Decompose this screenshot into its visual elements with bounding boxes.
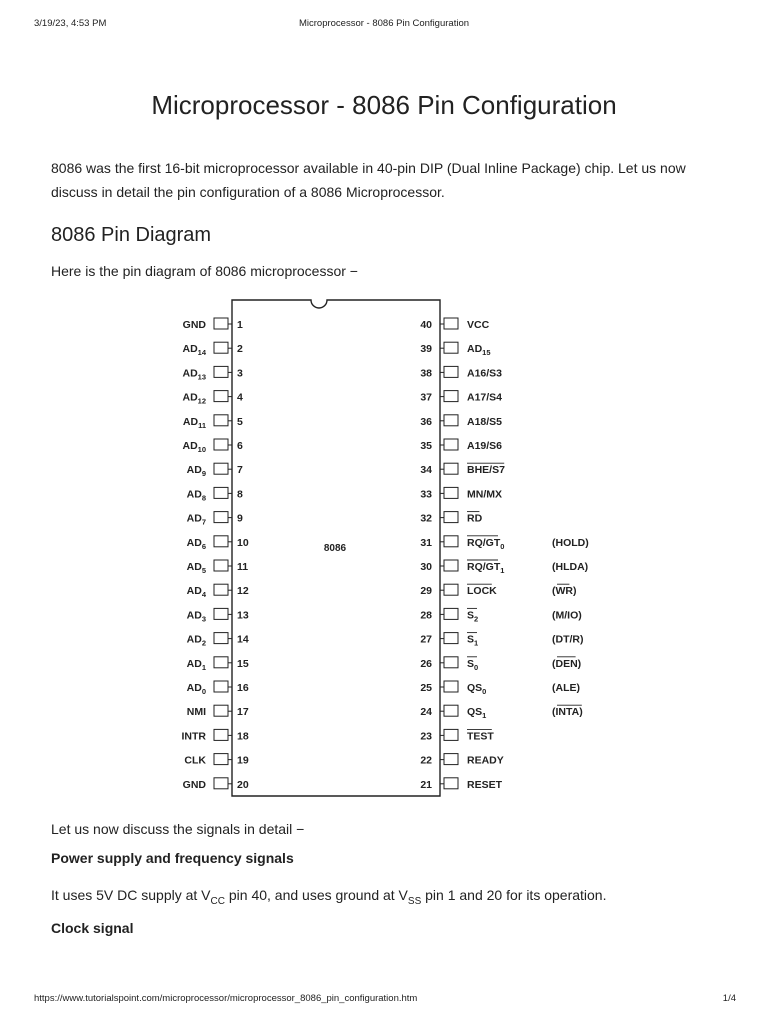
- pin-left-name-20: GND: [182, 778, 206, 791]
- pin-box-left-19: [214, 754, 228, 765]
- pin-box-right-38: [444, 366, 458, 377]
- pin-box-left-20: [214, 778, 228, 789]
- pin-number-right-25: 25: [420, 682, 432, 694]
- pin-box-left-11: [214, 560, 228, 571]
- pin-left-name-7: $AD_9$: [186, 464, 206, 479]
- pin-number-left-19: 19: [237, 754, 249, 767]
- pin-box-left-4: [214, 391, 228, 402]
- pin-box-left-13: [214, 608, 228, 619]
- pin-alt-right-24: (INTA): [552, 706, 583, 719]
- pin-right-name-23: TEST: [467, 730, 494, 743]
- pin-number-right-34: 34: [420, 464, 432, 477]
- pin-right-name-33: MN/MX: [467, 488, 502, 501]
- pin-left-name-14: $AD_2$: [186, 633, 206, 648]
- pin-left-name-6: $AD_{10}$: [182, 440, 206, 454]
- pin-number-right-21: 21: [420, 778, 432, 791]
- pin-number-left-13: 13: [237, 609, 249, 622]
- pin-alt-right-27: (DT/R): [552, 633, 584, 646]
- pin-number-left-18: 18: [237, 730, 249, 743]
- pin-diagram-svg: [170, 296, 610, 802]
- power-supply-heading: Power supply and frequency signals: [51, 850, 294, 866]
- pin-number-right-31: 31: [420, 536, 432, 549]
- pin-right-name-22: READY: [467, 754, 504, 767]
- pin-left-name-4: $AD_{12}$: [182, 391, 206, 406]
- pin-box-left-1: [214, 318, 228, 329]
- pin-right-name-25: $QS_0$: [467, 682, 487, 696]
- pin-box-left-7: [214, 463, 228, 474]
- pin-box-right-30: [444, 560, 458, 571]
- pin-box-right-39: [444, 342, 458, 353]
- pin-number-left-6: 6: [237, 440, 243, 452]
- pin-number-right-32: 32: [420, 512, 432, 525]
- pin-number-right-36: 36: [420, 415, 432, 428]
- pin-left-name-1: GND: [182, 319, 206, 331]
- pin-box-right-26: [444, 657, 458, 668]
- pin-box-right-21: [444, 778, 458, 789]
- pin-left-name-17: NMI: [186, 706, 206, 719]
- pin-box-left-3: [214, 366, 228, 377]
- pin-box-left-12: [214, 584, 228, 595]
- pin-right-name-27: $S_1$: [467, 633, 479, 648]
- pin-box-left-14: [214, 633, 228, 644]
- pin-number-left-20: 20: [237, 778, 249, 791]
- pin-box-left-15: [214, 657, 228, 668]
- pin-right-name-29: LOCK: [467, 585, 497, 598]
- diagram-intro-text: Here is the pin diagram of 8086 microprocessor −: [51, 263, 358, 279]
- print-page-title: Microprocessor - 8086 Pin Configuration: [298, 18, 470, 29]
- pin-number-left-5: 5: [237, 415, 243, 428]
- pin-left-name-16: $AD_0$: [186, 682, 206, 696]
- pin-box-right-37: [444, 391, 458, 402]
- pin-box-right-40: [444, 318, 458, 329]
- pin-number-right-30: 30: [420, 561, 432, 573]
- print-footer: [0, 993, 768, 1007]
- pin-number-right-35: 35: [420, 440, 432, 452]
- pin-alt-right-26: (DEN): [552, 657, 582, 670]
- pin-alt-right-25: (ALE): [552, 682, 580, 694]
- pin-box-right-35: [444, 439, 458, 450]
- pin-left-name-11: $AD_5$: [186, 561, 206, 575]
- pin-left-name-8: $AD_8$: [186, 488, 206, 503]
- pin-left-name-10: $AD_6$: [186, 536, 206, 551]
- print-datetime: 3/19/23, 4:53 PM: [34, 18, 107, 29]
- power-text-part2: pin 40, and uses ground at V: [224, 887, 408, 903]
- pin-right-name-36: A18/S5: [467, 415, 503, 428]
- pin-box-right-27: [444, 633, 458, 644]
- pin-number-right-40: 40: [420, 319, 432, 331]
- print-header: [0, 18, 768, 32]
- pin-right-name-30: $RQ/GT_1$: [467, 561, 505, 575]
- pin-right-name-24: $QS_1$: [467, 706, 487, 721]
- pin-box-left-10: [214, 536, 228, 547]
- power-text-part3: pin 1 and 20 for its operation.: [421, 887, 607, 903]
- pin-alt-right-28: (M/IO): [552, 609, 582, 622]
- pin-number-right-27: 27: [420, 633, 432, 646]
- pin-right-name-35: A19/S6: [467, 440, 503, 452]
- pin-left-name-12: $AD_4$: [186, 585, 206, 600]
- pin-right-name-40: VCC: [467, 319, 490, 331]
- pin-number-left-1: 1: [237, 319, 243, 331]
- pin-diagram-figure: [170, 296, 610, 802]
- power-text-sub-cc: CC: [210, 895, 225, 907]
- pin-number-right-26: 26: [420, 657, 432, 670]
- pin-number-right-23: 23: [420, 730, 432, 743]
- pin-number-left-3: 3: [237, 367, 243, 380]
- pin-left-name-9: $AD_7$: [186, 512, 206, 527]
- pin-left-name-18: INTR: [181, 730, 206, 743]
- pin-right-name-38: A16/S3: [467, 367, 503, 380]
- pin-number-right-28: 28: [420, 609, 432, 622]
- pin-right-name-26: $S_0$: [467, 657, 479, 672]
- pin-number-right-38: 38: [420, 367, 432, 380]
- pin-right-name-32: RD: [467, 512, 483, 525]
- pin-number-left-4: 4: [237, 391, 243, 404]
- pin-number-left-12: 12: [237, 585, 249, 598]
- pin-alt-right-31: (HOLD): [552, 536, 589, 549]
- pin-left-name-3: $AD_{13}$: [182, 367, 206, 382]
- power-supply-text: [51, 883, 731, 914]
- pin-box-left-9: [214, 512, 228, 523]
- pin-number-right-29: 29: [420, 585, 432, 598]
- pin-number-left-11: 11: [237, 561, 249, 573]
- pin-box-left-18: [214, 729, 228, 740]
- pin-number-right-22: 22: [420, 754, 432, 767]
- pin-number-right-33: 33: [420, 488, 432, 501]
- pin-box-right-24: [444, 705, 458, 716]
- pin-number-left-14: 14: [237, 633, 249, 646]
- clock-signal-heading: Clock signal: [51, 920, 134, 936]
- pin-number-left-8: 8: [237, 488, 243, 501]
- pin-number-left-10: 10: [237, 536, 249, 549]
- print-url: https://www.tutorialspoint.com/microprocessor/microprocessor_8086_pin_configuration.htm: [34, 993, 418, 1004]
- pin-box-left-8: [214, 487, 228, 498]
- page-title: Microprocessor - 8086 Pin Configuration: [151, 90, 617, 120]
- pin-left-name-19: CLK: [184, 754, 206, 767]
- chip-label: 8086: [323, 543, 347, 554]
- pin-number-left-15: 15: [237, 657, 249, 670]
- pin-right-name-21: RESET: [467, 778, 503, 791]
- pin-box-right-25: [444, 681, 458, 692]
- pin-number-left-17: 17: [237, 706, 249, 719]
- pin-left-name-13: $AD_3$: [186, 609, 206, 624]
- pin-number-left-2: 2: [237, 343, 243, 356]
- power-text-sub-ss: SS: [407, 895, 422, 907]
- pin-alt-right-30: (HLDA): [552, 561, 589, 573]
- pin-box-right-31: [444, 536, 458, 547]
- pin-box-right-22: [444, 754, 458, 765]
- pin-box-right-33: [444, 487, 458, 498]
- pin-right-name-39: $AD_{15}$: [467, 343, 491, 358]
- pin-number-left-7: 7: [237, 464, 243, 477]
- pin-left-name-5: $AD_{11}$: [182, 415, 206, 430]
- pin-box-left-16: [214, 681, 228, 692]
- pin-number-left-9: 9: [237, 512, 243, 525]
- pin-number-left-16: 16: [237, 682, 249, 694]
- pin-right-name-31: $RQ/GT_0$: [467, 536, 505, 551]
- pin-left-name-2: $AD_{14}$: [182, 343, 206, 358]
- pin-box-left-17: [214, 705, 228, 716]
- pin-right-name-34: BHE/S7: [467, 464, 505, 477]
- pin-box-right-29: [444, 584, 458, 595]
- pin-left-name-15: $AD_1$: [186, 657, 206, 672]
- pin-box-left-2: [214, 342, 228, 353]
- pin-right-name-37: A17/S4: [467, 391, 503, 404]
- pin-number-right-24: 24: [420, 706, 432, 719]
- pin-box-right-36: [444, 415, 458, 426]
- pin-box-right-23: [444, 729, 458, 740]
- pin-number-right-39: 39: [420, 343, 432, 356]
- section-heading-pin-diagram: 8086 Pin Diagram: [51, 224, 212, 246]
- pin-box-right-34: [444, 463, 458, 474]
- pin-box-right-32: [444, 512, 458, 523]
- pin-box-left-5: [214, 415, 228, 426]
- signals-intro-text: Let us now discuss the signals in detail −: [51, 821, 305, 837]
- print-page-number: 1/4: [722, 993, 736, 1004]
- intro-paragraph: 8086 was the first 16-bit microprocessor available in 40-pin DIP (Dual Inline Package) chip. Let us now discuss in detail the pin configuration of a 8086 Microprocessor.: [51, 160, 686, 200]
- power-text-part1: It uses 5V DC supply at V: [51, 887, 211, 903]
- pin-alt-right-29: (WR): [552, 585, 577, 598]
- pin-right-name-28: $S_2$: [467, 609, 479, 624]
- pin-box-left-6: [214, 439, 228, 450]
- pin-box-right-28: [444, 608, 458, 619]
- pin-number-right-37: 37: [420, 391, 432, 404]
